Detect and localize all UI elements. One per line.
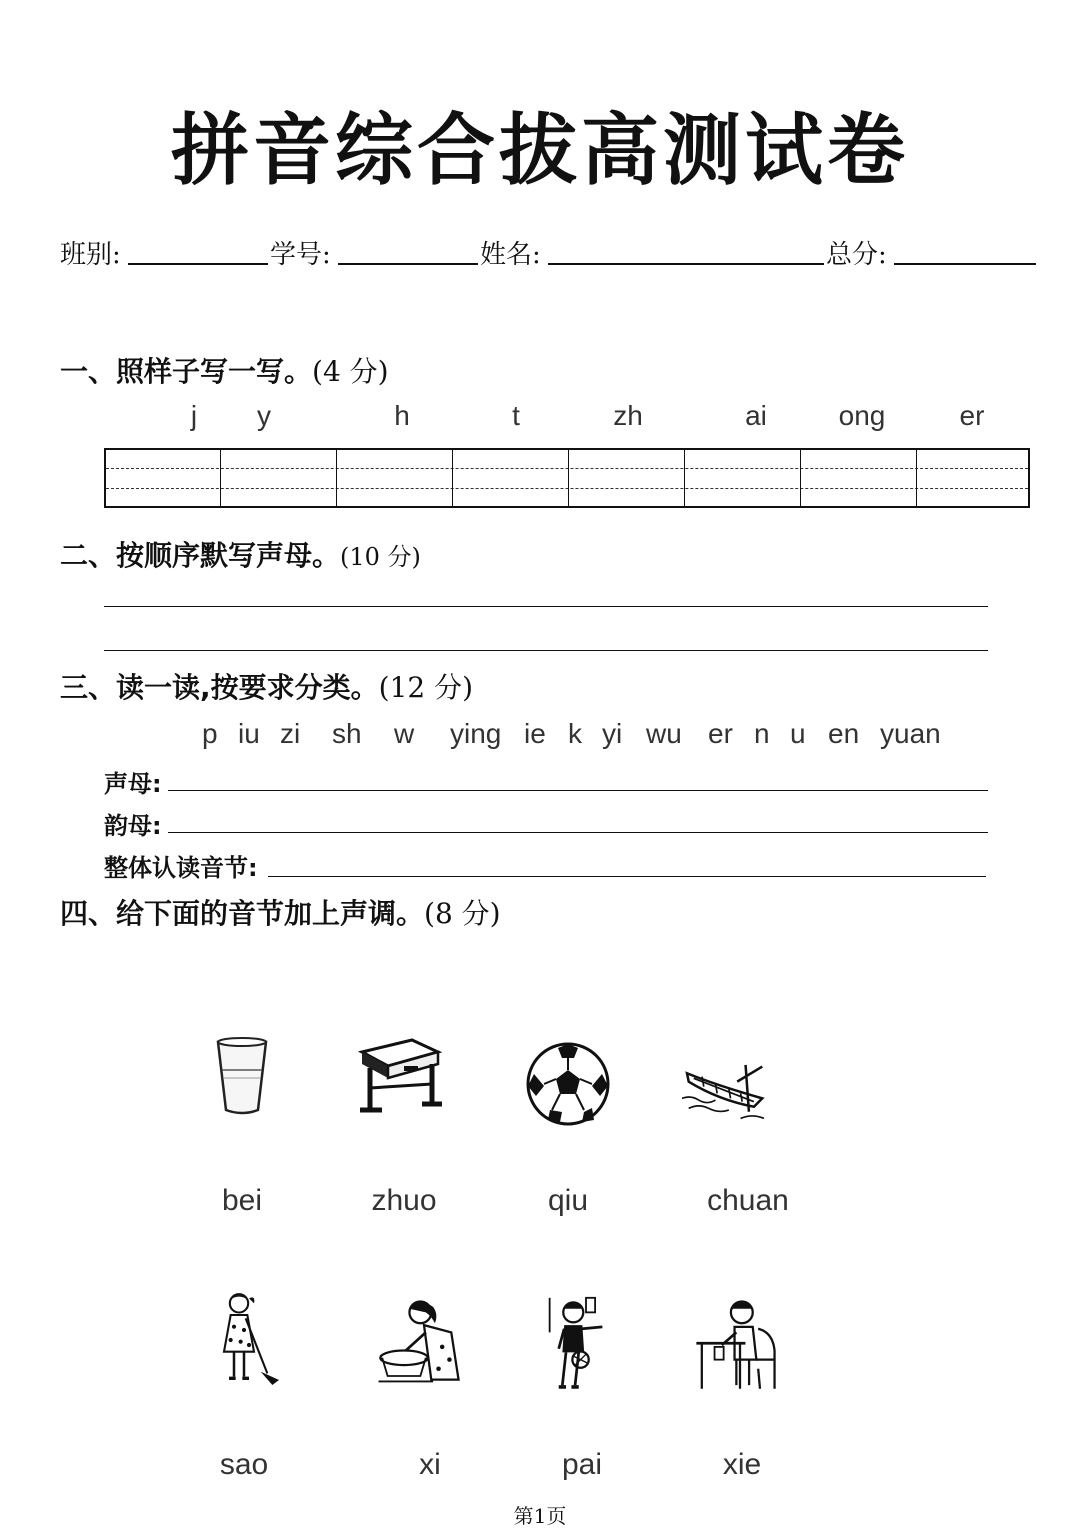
section2-title-text: 二、按顺序默写声母。 [60,539,341,572]
class-label: 班别: [60,240,121,270]
answer-line[interactable] [104,650,988,651]
word-pinyin: w [394,718,415,749]
initials-label: 声母: [104,770,162,798]
grid-guide-line [106,468,1028,469]
sample-pinyin: y [257,400,271,431]
section4-title [60,892,501,932]
section1-points: (4 分) [312,355,389,388]
grid-guide-line [106,488,1028,489]
grid-divider [220,450,221,506]
word-pinyin: u [790,718,806,749]
writing-grid[interactable] [104,448,1030,508]
sample-pinyin: t [512,400,520,431]
grid-divider [568,450,569,506]
word-pinyin: zi [280,718,301,749]
section3-points: (12 分) [378,671,474,704]
total-score-field[interactable] [894,263,1036,265]
boat-icon [682,1040,774,1140]
grid-divider [800,450,801,506]
page-number: 第1页 [513,1504,567,1528]
sample-pinyin: h [394,400,410,431]
grid-divider [452,450,453,506]
soccer-ball-icon [522,1034,614,1134]
word-pinyin: yuan [880,718,941,749]
student-number-field[interactable] [338,263,478,265]
student-number-label: 学号: [270,240,331,270]
glass-icon [196,1034,288,1134]
girl-washing-icon [378,1296,470,1396]
word-pinyin: n [754,718,770,749]
class-field[interactable] [128,263,268,265]
syllable-label: bei [221,1184,263,1217]
boy-bouncing-ball-icon [540,1296,632,1396]
section2-title [60,534,421,574]
syllable-label: chuan [707,1184,789,1217]
word-pinyin: yi [602,718,623,749]
initials-answer-line[interactable] [168,790,988,791]
word-pinyin: iu [238,718,260,749]
word-pinyin: ie [524,718,546,749]
word-pinyin: k [568,718,582,749]
word-pinyin: sh [332,718,362,749]
section1-title-text: 一、照样子写一写。 [60,355,313,388]
grid-divider [684,450,685,506]
answer-line[interactable] [104,606,988,607]
syllable-label: zhuo [371,1184,437,1217]
word-pinyin: p [202,718,218,749]
section4-points: (8 分) [424,897,501,930]
whole-syllables-answer-line[interactable] [268,876,986,877]
girl-sweeping-icon [198,1290,290,1390]
page-title: 拼音综合拔高测试卷 [170,106,909,196]
section3-title-text: 三、读一读,按要求分类。 [60,671,379,704]
syllable-label: xie [722,1448,762,1481]
total-score-label: 总分: [826,240,887,270]
word-pinyin: ying [450,718,502,749]
name-label: 姓名: [480,240,541,270]
grid-divider [916,450,917,506]
syllable-label: sao [219,1448,269,1481]
section2-points: (10 分) [340,543,421,571]
syllable-label: pai [561,1448,603,1481]
sample-pinyin: j [190,400,198,431]
whole-syllables-label: 整体认读音节: [104,854,258,882]
syllable-label: qiu [547,1184,589,1217]
section3-title [60,666,473,706]
word-pinyin: wu [646,718,682,749]
syllable-label: xi [419,1448,441,1481]
section1-title [60,350,389,390]
sample-pinyin: er [959,400,985,431]
word-pinyin: en [828,718,860,749]
name-field[interactable] [548,263,824,265]
finals-label: 韵母: [104,812,162,840]
sample-pinyin: ong [838,400,886,431]
desk-icon [352,1030,444,1130]
finals-answer-line[interactable] [168,832,988,833]
boy-writing-icon [694,1296,786,1396]
section4-title-text: 四、给下面的音节加上声调。 [60,897,425,930]
sample-pinyin: ai [745,400,767,431]
word-pinyin: er [708,718,733,749]
sample-pinyin: zh [613,400,643,431]
grid-divider [336,450,337,506]
